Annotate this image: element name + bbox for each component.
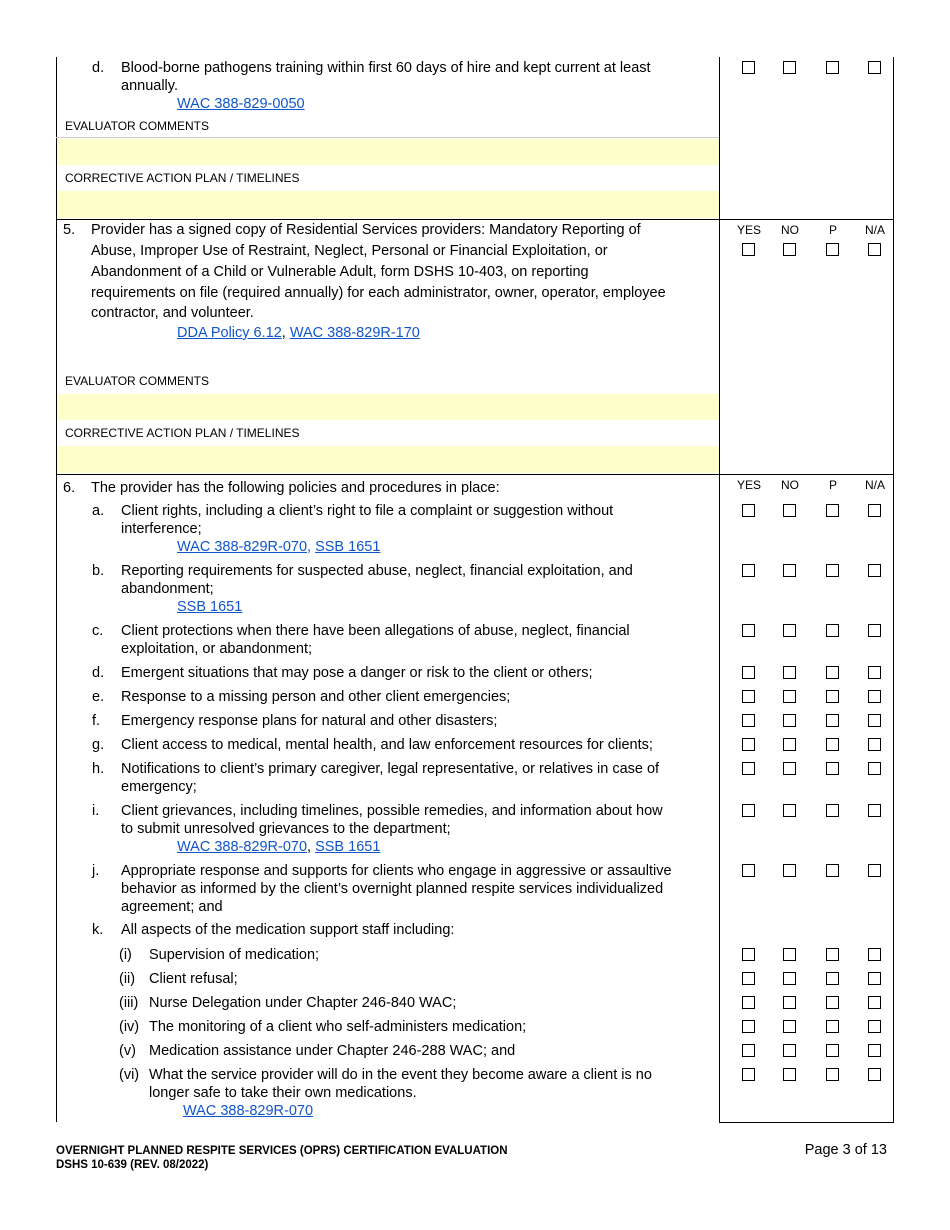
link-separator: , (281, 325, 290, 341)
item-6k-sub-text: Client refusal; (149, 971, 238, 987)
item-6k-sub-text: What the service provider will do in the event they become aware a client is no (149, 1067, 652, 1083)
item-6-number: 6. (63, 480, 76, 496)
row-divider (719, 137, 720, 165)
table-right-border (893, 57, 894, 1123)
item-6k-v-yes-checkbox[interactable] (742, 1044, 755, 1057)
item-6k-line1: All aspects of the medication support staff including: (121, 922, 455, 938)
item-6i-line1: Client grievances, including timelines, possible remedies, and information about how (121, 803, 663, 819)
item-6k-iv-yes-checkbox[interactable] (742, 1020, 755, 1033)
footer-form-number: DSHS 10-639 (REV. 08/2022) (56, 1159, 209, 1171)
item-6e-na-checkbox[interactable] (868, 690, 881, 703)
item-6f-line1: Emergency response plans for natural and other disasters; (121, 713, 498, 729)
col-header-na: N/A (864, 478, 885, 492)
corrective-action-label: CORRECTIVE ACTION PLAN / TIMELINES (65, 426, 300, 440)
item-6k-v-na-checkbox[interactable] (868, 1044, 881, 1057)
item-6j-yes-checkbox[interactable] (742, 864, 755, 877)
item-6k-ii-no-checkbox[interactable] (783, 972, 796, 985)
item-5-line4: requirements on file (required annually) for each administrator, owner, operator, employee (91, 285, 666, 301)
corrective-action-field[interactable] (57, 191, 719, 218)
item-6k-sub-text: Medication assistance under Chapter 246-288 WAC; and (149, 1043, 516, 1059)
item-6k-letter: k. (92, 922, 104, 938)
item-6c-no-checkbox[interactable] (783, 624, 796, 637)
item-6f-no-checkbox[interactable] (783, 714, 796, 727)
item-6e-line1: Response to a missing person and other client emergencies; (121, 689, 511, 705)
item-6b-p-checkbox[interactable] (826, 564, 839, 577)
item-6k-sub-num: (ii) (119, 971, 136, 987)
item-6k-wac-link[interactable]: WAC 388-829R-070 (183, 1103, 314, 1119)
item-6c-line1: Client protections when there have been allegations of abuse, neglect, financial (121, 623, 630, 639)
item-6a-letter: a. (92, 503, 105, 519)
item-6c-yes-checkbox[interactable] (742, 624, 755, 637)
item-6i-yes-checkbox[interactable] (742, 804, 755, 817)
col-header-p: P (828, 223, 837, 237)
col-header-na: N/A (864, 223, 885, 237)
item-6k-vi-p-checkbox[interactable] (826, 1068, 839, 1081)
item-6g-na-checkbox[interactable] (868, 738, 881, 751)
item-6a-wac-link[interactable]: WAC 388-829R-070, (177, 539, 312, 555)
item-6d-yes-checkbox[interactable] (742, 666, 755, 679)
item-5-line5: contractor, and volunteer. (91, 305, 254, 321)
item-6e-p-checkbox[interactable] (826, 690, 839, 703)
item-6k-iv-na-checkbox[interactable] (868, 1020, 881, 1033)
item-6k-ii-na-checkbox[interactable] (868, 972, 881, 985)
item-6k-vi-na-checkbox[interactable] (868, 1068, 881, 1081)
item-6f-p-checkbox[interactable] (826, 714, 839, 727)
item-6k-sub-text: Nurse Delegation under Chapter 246-840 WAC; (149, 995, 457, 1011)
item-d-no-checkbox[interactable] (783, 61, 796, 74)
item-6k-ii-yes-checkbox[interactable] (742, 972, 755, 985)
col-header-p: P (828, 478, 837, 492)
item-6i-p-checkbox[interactable] (826, 804, 839, 817)
col-header-yes: YES (736, 223, 761, 237)
item-6k-sub-num: (i) (119, 947, 132, 963)
item-6k-sub-num: (v) (119, 1043, 136, 1059)
item-6b-line1: Reporting requirements for suspected abuse, neglect, financial exploitation, and (121, 563, 633, 579)
item-6k-vi-yes-checkbox[interactable] (742, 1068, 755, 1081)
item-6b-letter: b. (92, 563, 105, 579)
item-6b-na-checkbox[interactable] (868, 564, 881, 577)
item-6k-vi-no-checkbox[interactable] (783, 1068, 796, 1081)
item-6d-letter: d. (92, 665, 105, 681)
item-6e-yes-checkbox[interactable] (742, 690, 755, 703)
col-header-no: NO (781, 223, 799, 237)
table-bottom-border (719, 1122, 894, 1123)
item-6b-line2: abandonment; (121, 581, 214, 597)
col-header-no: NO (781, 478, 799, 492)
corrective-action-label: CORRECTIVE ACTION PLAN / TIMELINES (65, 171, 300, 185)
item-6j-p-checkbox[interactable] (826, 864, 839, 877)
item-6i-letter: i. (92, 803, 100, 819)
item-6k-i-no-checkbox[interactable] (783, 948, 796, 961)
table-column-divider (719, 57, 720, 1123)
item-6k-iii-p-checkbox[interactable] (826, 996, 839, 1009)
item-6c-p-checkbox[interactable] (826, 624, 839, 637)
item-6k-iii-na-checkbox[interactable] (868, 996, 881, 1009)
item-6b-ssb-link[interactable]: SSB 1651 (177, 599, 243, 615)
item-6g-letter: g. (92, 737, 105, 753)
item-5-wac-link[interactable]: WAC 388-829R-170 (289, 325, 420, 341)
item-6k-sub-num: (iii) (119, 995, 139, 1011)
item-6a-line2: interference; (121, 521, 202, 537)
section-divider-6 (56, 474, 894, 475)
item-6c-line2: exploitation, or abandonment; (121, 641, 313, 657)
item-6j-line1: Appropriate response and supports for clients who engage in aggressive or assaultive (121, 863, 672, 879)
item-6k-ii-p-checkbox[interactable] (826, 972, 839, 985)
item-6a-line1: Client rights, including a client’s right to file a complaint or suggestion without (121, 503, 614, 519)
item-6k-iii-no-checkbox[interactable] (783, 996, 796, 1009)
item-5-line1: Provider has a signed copy of Residential Services providers: Mandatory Reporting of (91, 222, 641, 238)
item-6c-letter: c. (92, 623, 104, 639)
item-6j-no-checkbox[interactable] (783, 864, 796, 877)
item-6h-no-checkbox[interactable] (783, 762, 796, 775)
item-6k-v-p-checkbox[interactable] (826, 1044, 839, 1057)
corrective-action-field[interactable] (57, 446, 719, 473)
item-6f-letter: f. (92, 713, 101, 729)
item-6j-na-checkbox[interactable] (868, 864, 881, 877)
item-6a-p-checkbox[interactable] (826, 504, 839, 517)
item-6g-p-checkbox[interactable] (826, 738, 839, 751)
item-6k-i-yes-checkbox[interactable] (742, 948, 755, 961)
item-6f-na-checkbox[interactable] (868, 714, 881, 727)
item-6i-na-checkbox[interactable] (868, 804, 881, 817)
item-6i-wac-link[interactable]: WAC 388-829R-070 (177, 839, 308, 855)
item-6k-sub-text-line2: longer safe to take their own medications. (149, 1085, 417, 1101)
item-5-na-checkbox[interactable] (868, 243, 881, 256)
item-6a-ssb-link[interactable]: SSB 1651 (315, 539, 381, 555)
item-6d-no-checkbox[interactable] (783, 666, 796, 679)
item-6g-no-checkbox[interactable] (783, 738, 796, 751)
item-6h-yes-checkbox[interactable] (742, 762, 755, 775)
item-6h-line2: emergency; (121, 779, 197, 795)
item-6k-v-no-checkbox[interactable] (783, 1044, 796, 1057)
item-6h-na-checkbox[interactable] (868, 762, 881, 775)
item-6h-letter: h. (92, 761, 105, 777)
item-6e-no-checkbox[interactable] (783, 690, 796, 703)
item-6i-line2: to submit unresolved grievances to the department; (121, 821, 451, 837)
link-separator: , (307, 839, 316, 855)
item-6d-line1: Emergent situations that may pose a danger or risk to the client or others; (121, 665, 593, 681)
item-d-letter: d. (92, 60, 105, 76)
item-5-yes-checkbox[interactable] (742, 243, 755, 256)
item-6k-i-na-checkbox[interactable] (868, 948, 881, 961)
item-6f-yes-checkbox[interactable] (742, 714, 755, 727)
footer-title: OVERNIGHT PLANNED RESPITE SERVICES (OPRS) CERTIFICATION EVALUATION (56, 1145, 508, 1157)
item-6h-line1: Notifications to client’s primary caregiver, legal representative, or relatives in case of (121, 761, 660, 777)
item-5-dda-policy-link[interactable]: DDA Policy 6.12 (177, 325, 282, 341)
item-6a-yes-checkbox[interactable] (742, 504, 755, 517)
item-5-line2: Abuse, Improper Use of Restraint, Neglect, Personal or Financial Exploitation, or (91, 243, 608, 259)
item-6b-yes-checkbox[interactable] (742, 564, 755, 577)
item-6k-sub-num: (iv) (119, 1019, 140, 1035)
item-6j-line2: behavior as informed by the client’s overnight planned respite services individualized (121, 881, 664, 897)
item-6a-no-checkbox[interactable] (783, 504, 796, 517)
item-5-number: 5. (63, 222, 76, 238)
item-d-na-checkbox[interactable] (868, 61, 881, 74)
item-6d-p-checkbox[interactable] (826, 666, 839, 679)
item-6k-sub-text: The monitoring of a client who self-administers medication; (149, 1019, 527, 1035)
item-6-intro: The provider has the following policies and procedures in place: (91, 480, 500, 496)
item-d-text-line1: Blood-borne pathogens training within first 60 days of hire and kept current at least (121, 60, 651, 76)
page-number: Page 3 of 13 (804, 1142, 887, 1158)
evaluator-comments-label: EVALUATOR COMMENTS (65, 374, 210, 388)
item-5-no-checkbox[interactable] (783, 243, 796, 256)
item-6d-na-checkbox[interactable] (868, 666, 881, 679)
item-d-text-line2: annually. (121, 78, 178, 94)
item-6b-no-checkbox[interactable] (783, 564, 796, 577)
item-5-line3: Abandonment of a Child or Vulnerable Adult, form DSHS 10-403, on reporting (91, 264, 589, 280)
row-divider (56, 137, 720, 138)
item-6k-i-p-checkbox[interactable] (826, 948, 839, 961)
item-6j-letter: j. (92, 863, 100, 879)
item-6i-ssb-link[interactable]: SSB 1651 (315, 839, 381, 855)
item-6j-line3: agreement; and (121, 899, 223, 915)
col-header-yes: YES (736, 478, 761, 492)
item-6i-no-checkbox[interactable] (783, 804, 796, 817)
item-6g-yes-checkbox[interactable] (742, 738, 755, 751)
item-6g-line1: Client access to medical, mental health, and law enforcement resources for clients; (121, 737, 653, 753)
evaluator-comments-label: EVALUATOR COMMENTS (65, 119, 210, 133)
item-6a-na-checkbox[interactable] (868, 504, 881, 517)
item-6h-p-checkbox[interactable] (826, 762, 839, 775)
item-d-p-checkbox[interactable] (826, 61, 839, 74)
item-6k-sub-text: Supervision of medication; (149, 947, 320, 963)
item-6e-letter: e. (92, 689, 105, 705)
item-d-yes-checkbox[interactable] (742, 61, 755, 74)
item-6k-sub-num: (vi) (119, 1067, 140, 1083)
item-6k-iv-no-checkbox[interactable] (783, 1020, 796, 1033)
evaluator-comments-field[interactable] (57, 394, 719, 420)
evaluator-comments-field[interactable] (57, 139, 719, 165)
item-6k-iii-yes-checkbox[interactable] (742, 996, 755, 1009)
item-6k-iv-p-checkbox[interactable] (826, 1020, 839, 1033)
item-6c-na-checkbox[interactable] (868, 624, 881, 637)
item-5-p-checkbox[interactable] (826, 243, 839, 256)
item-d-wac-link[interactable]: WAC 388-829-0050 (177, 96, 305, 112)
section-divider-5 (56, 219, 894, 220)
